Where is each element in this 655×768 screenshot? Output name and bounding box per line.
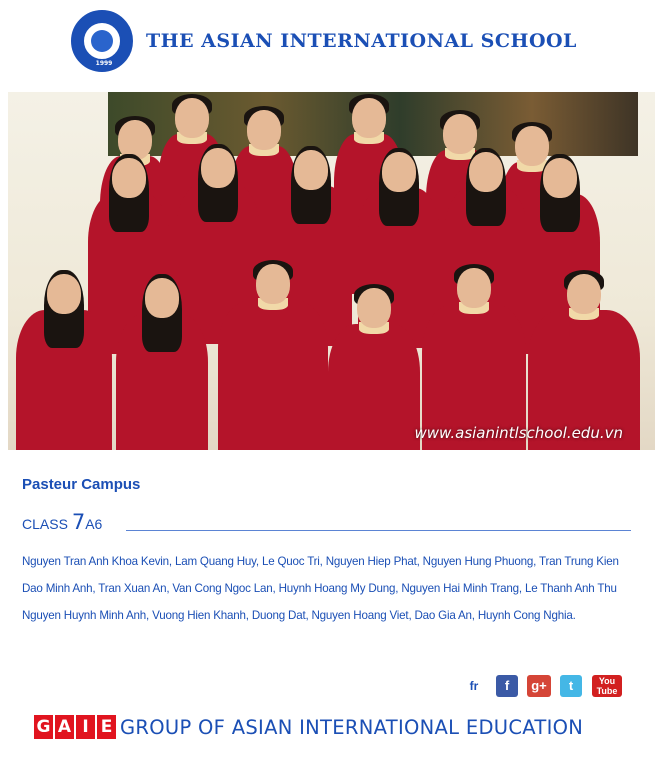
gaie-footer-logo <box>34 714 583 740</box>
names-line: Nguyen Huynh Minh Anh, Vuong Hien Khanh, Duong Dat, Nguyen Hoang Viet, Dao Gia An, Huynh Cong Nghia. <box>22 609 576 622</box>
flickr-icon[interactable]: fr <box>462 675 486 697</box>
names-line: Dao Minh Anh, Tran Xuan An, Van Cong Ngoc Lan, Huynh Hoang My Dung, Nguyen Hai Minh Trang, Le Thanh Anh Thu <box>22 582 617 595</box>
logo-year: 1999 <box>95 60 113 67</box>
website-watermark: www.asianintlschool.edu.vn <box>414 424 623 442</box>
class-divider <box>126 530 631 531</box>
youtube-top-label: You <box>598 676 616 686</box>
logo-emblem <box>82 21 122 61</box>
gaie-letter: E <box>97 715 116 739</box>
facebook-icon[interactable]: f <box>496 675 518 697</box>
page-title: THE ASIAN INTERNATIONAL SCHOOL <box>146 30 577 52</box>
class-label <box>22 510 102 534</box>
gaie-letter: A <box>55 715 74 739</box>
campus-title: Pasteur Campus <box>22 476 141 493</box>
student-names <box>22 548 642 629</box>
school-logo[interactable] <box>71 10 133 72</box>
gaie-full-name: GROUP OF ASIAN INTERNATIONAL EDUCATION <box>120 715 584 739</box>
header <box>0 0 655 92</box>
youtube-bottom-label: Tube <box>596 686 618 696</box>
names-line: Nguyen Tran Anh Khoa Kevin, Lam Quang Huy, Le Quoc Tri, Nguyen Hiep Phat, Nguyen Hung Phuong, Tran Trung Kien <box>22 555 619 568</box>
class-number: 7 <box>71 510 86 534</box>
google-plus-icon[interactable]: g+ <box>527 675 551 697</box>
gaie-letter: I <box>76 715 95 739</box>
gaie-letter: G <box>34 715 53 739</box>
youtube-icon[interactable] <box>592 675 622 697</box>
globe-icon <box>91 30 113 52</box>
class-prefix: CLASS <box>22 516 72 532</box>
class-photo <box>8 92 655 450</box>
class-suffix: A6 <box>85 516 103 532</box>
twitter-icon[interactable]: t <box>560 675 582 697</box>
